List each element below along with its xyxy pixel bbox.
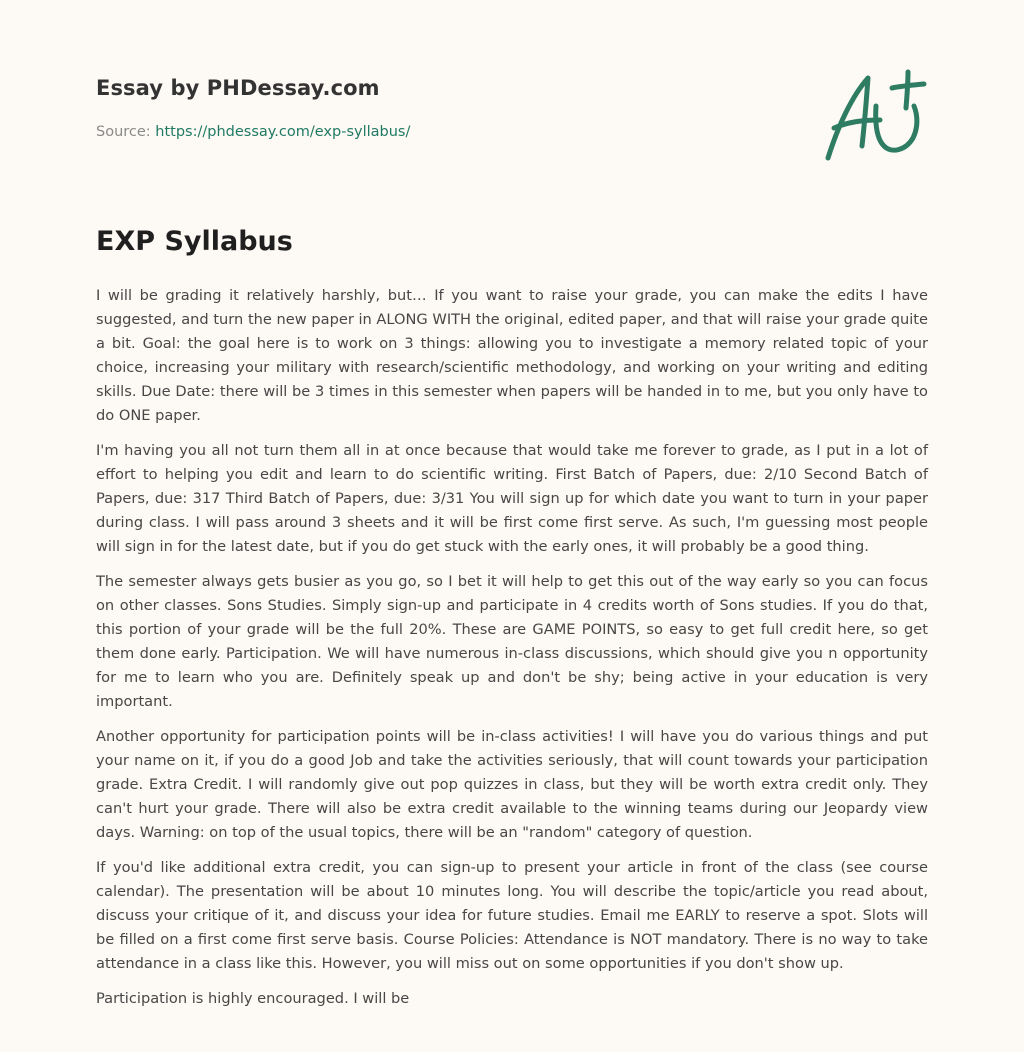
essay-paragraph: I'm having you all not turn them all in at once because that would take me forever to grade, as I put in a lot of effort to helping you edit and learn to do scientific writing. First Batch of Papers, due: 2/10 Second Batch of Papers, due: 317 Third Batch of Papers, due: 3/31 You will sign up for which date you want to turn in your paper during class. I will pass around 3 sheets and it will be first come first serve. As such, I'm guessing most people will sign in for the latest date, but if you do get stuck with the early ones, it will probably be a good thing. [96, 442, 928, 555]
source-link[interactable]: https://phdessay.com/exp-syllabus/ [155, 124, 411, 140]
essay-paragraph: Participation is highly encouraged. I will be [96, 990, 410, 1007]
a-plus-logo-icon [818, 66, 930, 166]
site-title: Essay by PHDessay.com [96, 76, 380, 100]
essay-body [96, 284, 928, 1022]
essay-title: EXP Syllabus [96, 226, 293, 257]
essay-paragraph: Another opportunity for participation points will be in-class activities! I will have you do various things and put your name on it, if you do a good Job and take the activities seriously, that will count towards your participation grade. Extra Credit. I will randomly give out pop quizzes in class, but they will be worth extra credit only. They can't hurt your grade. There will also be extra credit available to the winning teams during our Jeopardy view days. Warning: on top of the usual topics, there will be an "random" category of question. [96, 728, 928, 841]
essay-paragraph: I will be grading it relatively harshly, but… If you want to raise your grade, you can make the edits I have suggested, and turn the new paper in ALONG WITH the original, edited paper, and that will raise your grade quite a bit. Goal: the goal here is to work on 3 things: allowing you to investigate a memory related topic of your choice, increasing your military with research/scientific methodology, and working on your writing and editing skills. Due Date: there will be 3 times in this semester when papers will be handed in to me, but you only have to do ONE paper. [96, 287, 928, 424]
source-label: Source: [96, 124, 156, 140]
essay-paragraph: If you'd like additional extra credit, you can sign-up to present your article in front of the class (see course calendar). The presentation will be about 10 minutes long. You will describe the topic/article you read about, discuss your critique of it, and discuss your idea for future studies. Email me EARLY to reserve a spot. Slots will be filled on a first come first serve basis. Course Policies: Attendance is NOT mandatory. There is no way to take attendance in a class like this. However, you will miss out on some opportunities if you don't show up. [96, 859, 928, 972]
essay-paragraph: The semester always gets busier as you go, so I bet it will help to get this out of the way early so you can focus on other classes. Sons Studies. Simply sign-up and participate in 4 credits worth of Sons studies. If you do that, this portion of your grade will be the full 20%. These are GAME POINTS, so easy to get full credit here, so get them done early. Participation. We will have numerous in-class discussions, which should give you n opportunity for me to learn who you are. Definitely speak up and don't be shy; being active in your education is very important. [96, 573, 928, 710]
source-line [96, 124, 410, 140]
